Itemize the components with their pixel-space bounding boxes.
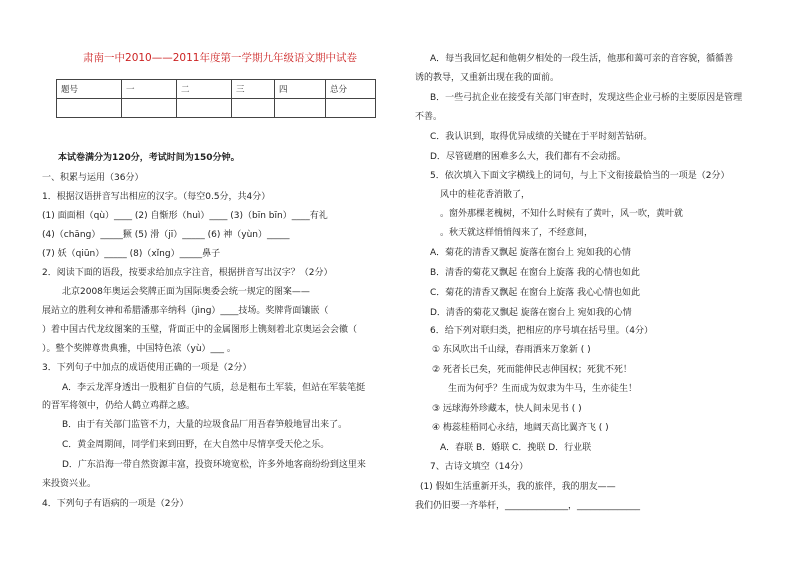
section-heading: 一、积累与运用（36分） — [42, 173, 144, 183]
question-4-option: C．我认识到，取得优异成绩的关键在于平时刻苦钻研。 — [430, 132, 653, 142]
question-4-option: B．一些弓抗企业在接受有关部门审查时，发现这些企业弓桥的主要原因是管理 — [430, 93, 743, 103]
score-header-cell: 总分 — [326, 80, 376, 99]
question-3-option: 的晋军将领中，仍给人鹤立鸡群之感。 — [42, 401, 196, 411]
question-4-stem: 4．下列句子有语病的一项是（2分） — [42, 499, 189, 509]
score-value-cell[interactable] — [232, 99, 275, 118]
question-2-passage: ）。整个奖牌尊贵典雅，中国特色浓（yù）___ 。 — [42, 344, 236, 354]
question-1-row: (7) 妖（qiūn）_____ (8)（xǐng）_____鼻子 — [42, 249, 221, 259]
question-7-item: 我们仍旧要一齐举杆，______________，______________ — [415, 501, 641, 511]
question-5-option: C．菊花的清香又飘起 在窗台上旋落 我心心情也如此 — [430, 288, 641, 298]
question-5-passage: 风中的桂花香消散了， — [440, 190, 531, 200]
question-3-option: 来投资兴业。 — [42, 479, 97, 489]
couplet-item: ④ 梅蕊桂梧同心永结，地阔天高比翼齐飞 ( ) — [432, 423, 609, 433]
exam-instructions: 本试卷满分为120分，考试时间为150分钟。 — [58, 153, 240, 163]
question-6-options: A．春联 B．婚联 C．挽联 D．行业联 — [440, 443, 592, 453]
question-1-stem: 1．根据汉语拼音写出相应的汉字。（每空0.5分，共4分） — [42, 192, 271, 202]
question-3-stem: 3．下列句子中加点的成语使用正确的一项是（2分） — [42, 363, 252, 373]
question-1-row: (1) 面面相（qù）____ (2) 自惭形（huì）____ (3)（bīn bīn）____有礼 — [42, 211, 328, 221]
question-5-option: A．菊花的清香又飘起 旋落在窗台上 宛如我的心情 — [430, 248, 631, 258]
score-value-cell[interactable] — [275, 99, 326, 118]
question-2-passage: 北京2008年奥运会奖牌正面为国际奥委会统一规定的图案—— — [62, 287, 310, 297]
score-value-cell[interactable] — [177, 99, 232, 118]
question-4-option: A．每当我回忆起和他朝夕相处的一段生活，他那和蔼可亲的音容貌，循循善 — [430, 54, 734, 64]
score-value-cell[interactable] — [122, 99, 177, 118]
question-4-option: 不善。 — [415, 112, 443, 122]
score-table-header-row — [57, 80, 376, 99]
question-5-passage: 。窗外那棵老槐树，不知什么时候有了黄叶，风一吹，黄叶就 — [440, 209, 684, 219]
question-3-option: B．由于有关部门监管不力，大量的垃圾食品厂用吾春笋般地冒出来了。 — [62, 420, 348, 430]
question-6-stem: 6．给下列对联归类，把相应的序号填在括号里。（4分） — [430, 326, 653, 336]
couplet-item: 生而为何乎？生而成为奴隶为牛马，生亦徒生！ — [448, 384, 638, 394]
score-table — [56, 79, 376, 118]
question-4-option: D．尽管磋磨的困难多么大，我们都有不会动摇。 — [430, 152, 626, 162]
question-2-passage: ）着中国古代龙纹图案的玉璧，背面正中的金属图形上镌刻着北京奥运会会徽（ — [42, 325, 358, 335]
question-5-option: D．清香的菊花又飘起 旋落在窗台上 宛如我的心情 — [430, 308, 632, 318]
score-header-cell: 题号 — [57, 80, 122, 99]
question-2-passage: 展站立的胜利女神和希腊潘那辛纳科（jìng）____技场。奖牌背面镶嵌（ — [42, 306, 329, 316]
question-7-stem: 7、古诗文填空（14分） — [430, 462, 529, 472]
score-header-cell: 二 — [177, 80, 232, 99]
score-header-cell: 四 — [275, 80, 326, 99]
couplet-item: ① 东风吹出千山绿，春雨洒来万象新 ( ) — [432, 345, 591, 355]
question-5-stem: 5．依次填入下面文字横线上的词句，与上下文衔接最恰当的一项是（2分） — [430, 171, 730, 181]
question-3-option: A．李云龙浑身透出一股粗犷自信的气质，总是粗布土军装，但站在军装笔挺 — [62, 383, 366, 393]
couplet-item: ② 死者长已矣，死而能伸民志伸国权；死犹不死！ — [432, 365, 632, 375]
question-5-option: B．清香的菊花又飘起 在窗台上旋落 我的心情也如此 — [430, 268, 640, 278]
score-table-value-row — [57, 99, 376, 118]
question-3-option: C．黄金周期间，同学们来到田野，在大自然中尽情享受天伦之乐。 — [62, 440, 330, 450]
question-1-row: (4)（chāng）_____獗 (5) 滑（jī）_____ (6) 神（yùn）_____ — [42, 230, 290, 240]
score-header-cell: 一 — [122, 80, 177, 99]
question-4-option: 诱的教导，又重新出现在我的面前。 — [415, 73, 560, 83]
exam-title: 肃南一中2010——2011年度第一学期九年级语文期中试卷 — [83, 52, 357, 64]
score-value-cell[interactable] — [326, 99, 376, 118]
question-2-stem: 2．阅读下面的语段，按要求给加点字注音，根据拼音写出汉字？（2分） — [42, 268, 333, 278]
couplet-item: ③ 远球海外珍藏本，快人间未见书 ( ) — [432, 404, 582, 414]
question-7-item: (1) 假如生活重新开头，我的旅伴，我的朋友—— — [420, 482, 616, 492]
question-5-passage: 。秋天就这样悄悄闯来了，不经意间， — [440, 228, 594, 238]
score-value-cell[interactable] — [57, 99, 122, 118]
score-header-cell: 三 — [232, 80, 275, 99]
left-column — [42, 50, 398, 118]
question-3-option: D．广东沿海一带自然资源丰富，投资环境宽松，许多外地客商纷纷到这里来 — [62, 460, 366, 470]
